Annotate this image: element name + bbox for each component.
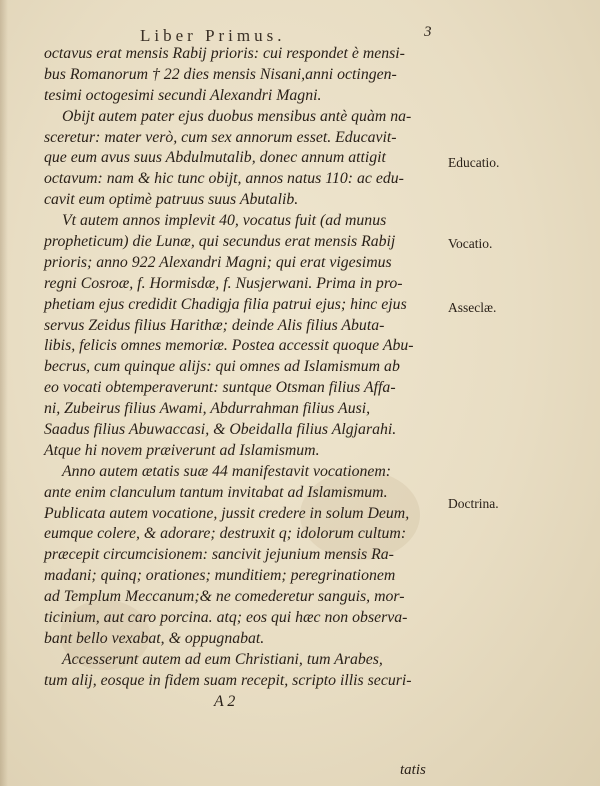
running-head: Liber Primus. xyxy=(140,26,286,45)
text-line: sceretur: mater verò, cum sex annorum esset. Educavit- xyxy=(44,128,397,146)
text-line: regni Cosroæ, f. Hormisdæ, f. Nusjerwani. Prima in pro- xyxy=(44,274,403,292)
text-line: cavit eum optimè patruus suus Abutalib. xyxy=(44,191,299,209)
page-number: 3 xyxy=(424,24,432,40)
page-gutter-shadow xyxy=(0,0,8,786)
text-line: phetiam ejus credidit Chadigja filia patrui ejus; hinc ejus xyxy=(44,295,407,313)
body-text xyxy=(44,44,436,713)
margin-note-educatio: Educatio. xyxy=(448,155,500,170)
text-line: Anno autem ætatis suæ 44 manifestavit vocationem: xyxy=(62,462,392,480)
text-line: octavum: nam & hic tunc obijt, annos natus 110: ac edu- xyxy=(44,170,404,188)
margin-note-vocatio: Vocatio. xyxy=(448,236,493,251)
text-line: Accesserunt autem ad eum Christiani, tum Arabes, xyxy=(62,650,383,668)
text-line: octavus erat mensis Rabij prioris: cui respondet è mensi- xyxy=(44,45,405,62)
text-line: becrus, cum quinque alijs: qui omnes ad Islamismum ab xyxy=(44,358,400,376)
margin-note-doctrina: Doctrina. xyxy=(448,496,499,511)
text-line: ante enim clanculum tantum invitabat ad Islamismum. xyxy=(44,483,388,501)
text-line: libis, felicis omnes memoriæ. Postea accessit quoque Abu- xyxy=(44,337,414,355)
text-line: ad Templum Meccanum;& ne comederetur sanguis, mor- xyxy=(44,588,405,606)
text-line: que eum avus suus Abdulmutalib, donec annum attigit xyxy=(44,149,386,167)
text-line: eumque colere, & adorare; destruxit q; idolorum cultum: xyxy=(44,525,407,543)
text-line: ni, Zubeirus filius Awami, Abdurrahman filius Ausi, xyxy=(44,400,371,418)
margin-note-asseclae: Asseclæ. xyxy=(448,300,497,315)
text-line: præcepit circumcisionem: sancivit jejunium mensis Ra- xyxy=(44,546,394,564)
text-line: eo vocati obtemperaverunt: suntque Otsman filius Affa- xyxy=(44,379,396,397)
text-line: Atque hi novem præiverunt ad Islamismum. xyxy=(44,441,320,459)
text-line: ticinium, aut caro porcina. atq; eos qui hæc non observa- xyxy=(44,609,408,627)
text-line: Saadus filius Abuwaccasi, & Obeidalla filius Algjarahi. xyxy=(44,421,397,439)
text-line: tesimi octogesimi secundi Alexandri Magni. xyxy=(44,86,322,104)
text-line: bant bello vexabat, & oppugnabat. xyxy=(44,629,265,647)
text-line: Publicata autem vocatione, jussit credere in solum Deum, xyxy=(44,504,410,522)
text-line: prioris; anno 922 Alexandri Magni; qui erat vigesimus xyxy=(44,253,392,271)
text-line: Vt autem annos implevit 40, vocatus fuit (ad munus xyxy=(62,212,387,230)
text-line: bus Romanorum † 22 dies mensis Nisani,anni octingen- xyxy=(44,65,397,83)
text-line: servus Zeidus filius Harithæ; deinde Alis filius Abuta- xyxy=(44,316,385,334)
text-line: tum alij, eosque in fidem suam recepit, scripto illis securi- xyxy=(44,671,412,689)
catchword: tatis xyxy=(400,762,426,778)
text-line: Obijt autem pater ejus duobus mensibus antè quàm na- xyxy=(62,107,412,125)
signature-mark: A 2 xyxy=(214,692,236,710)
text-line: propheticum) die Lunæ, qui secundus erat mensis Rabij xyxy=(44,233,396,251)
text-line: madani; quinq; orationes; munditiem; peregrinationem xyxy=(44,567,396,585)
